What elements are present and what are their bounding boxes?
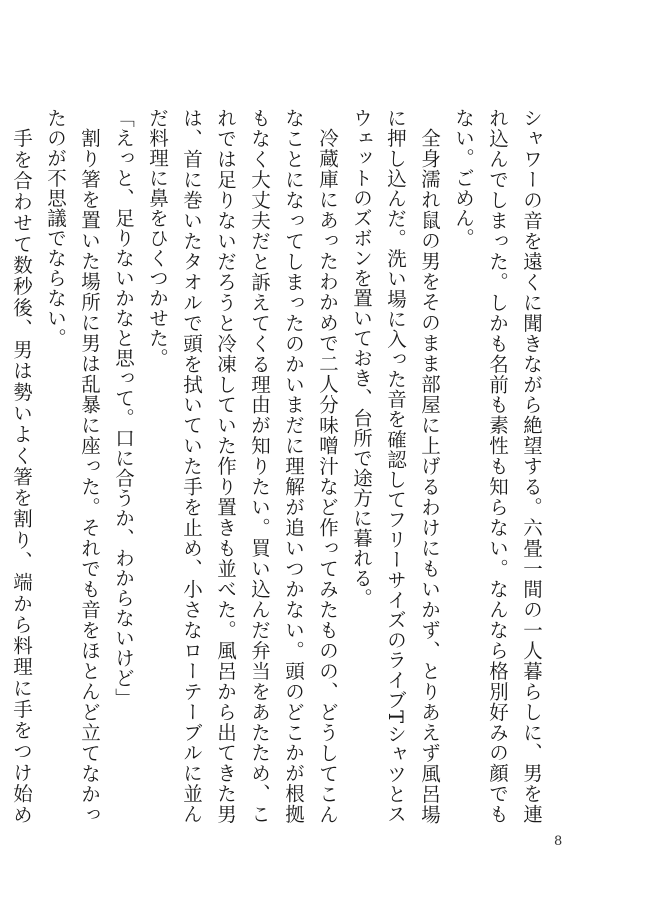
page-number: 8 (554, 834, 563, 849)
paragraph-2: 全身濡れ鼠の男をそのまま部屋に上げるわけにもいかず、とりあえず風呂場に押し込んだ。洗い場に入った音を確認してフリーサイズのライブTシャツとスウェットのズボンを置いておき、台所で途方に暮れる。 (350, 108, 441, 824)
paragraph-3: 冷蔵庫にあったわかめで二人分味噌汁など作ってみたものの、どうしてこんなことになってしまったのかいまだに理解が追いつかない。頭のどこかが根拠もなく大丈夫だと訴えてくる理由が知りたい。買い込んだ弁当をあたため、これでは足りないだろうと冷凍していた作り置きも並べた。風呂から出てきた男は、首に巻いたタオルで頭を拭いていた手を止め、小さなローテーブルに並んだ料理に鼻をひくつかせた。 (146, 108, 339, 824)
paragraph-5: 割り箸を置いた場所に男は乱暴に座った。それでも音をほとんど立てなかったのが不思議でならない。 (44, 108, 101, 824)
paragraph-6: 手を合わせて数秒後、男は勢いよく箸を割り、端から料理に手をつけ始め (10, 127, 33, 824)
paragraph-1: シャワーの音を遠くに聞きながら絶望する。六畳一間の一人暮らしに、男を連れ込んでしまった。しかも名前も素性も知らない。なんなら格別好みの顔でもない。ごめん。 (452, 108, 543, 824)
vertical-text-body (0, 108, 548, 824)
paragraph-4-dialogue: 「えっと、足りないかなと思って。口に合うか、わからないけど」 (112, 108, 135, 708)
